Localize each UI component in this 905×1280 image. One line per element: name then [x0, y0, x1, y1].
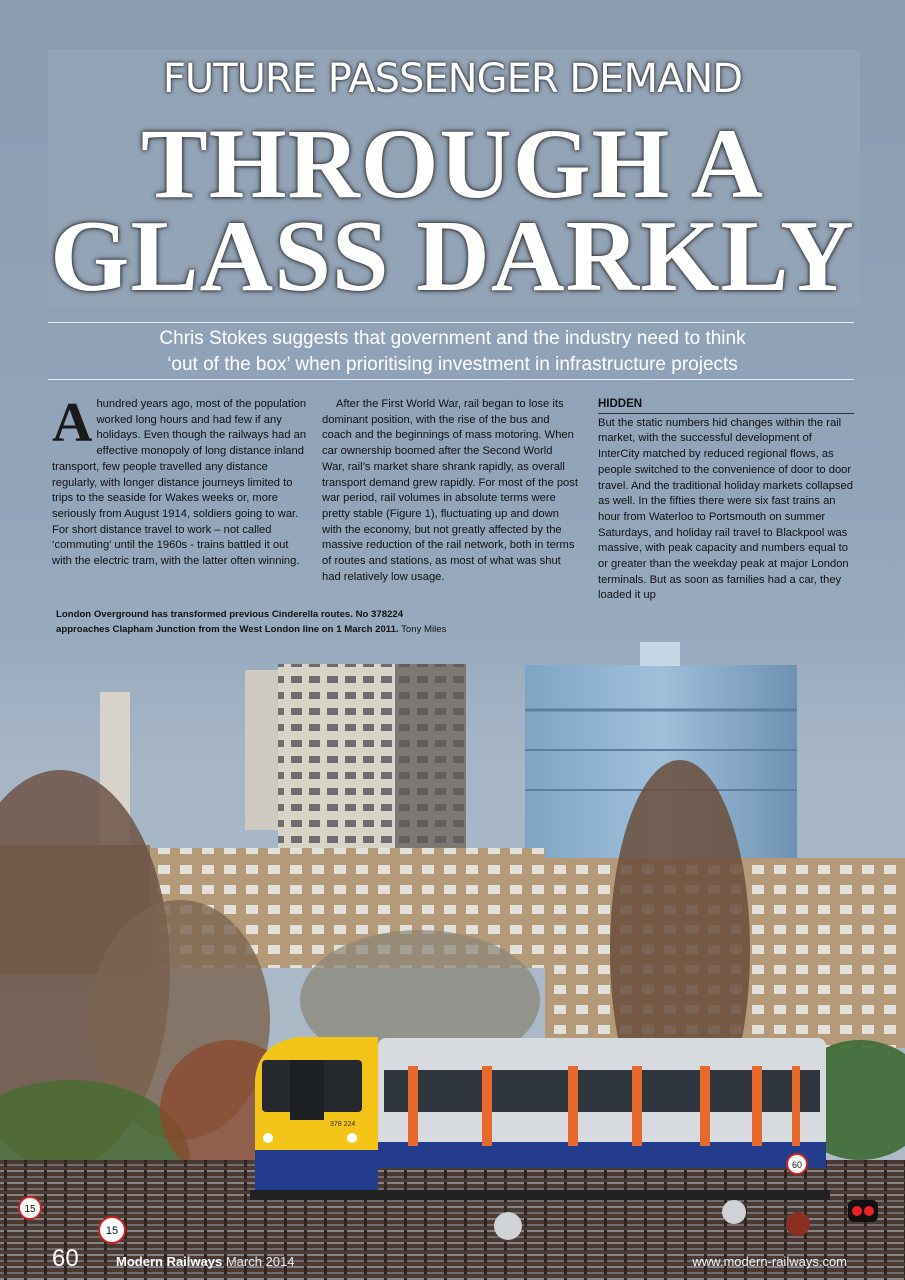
- bottom-rule: [48, 379, 854, 380]
- signal-light: [848, 1200, 878, 1222]
- magazine-name: [116, 1254, 294, 1269]
- caption-line-1: London Overground has transformed previous Cinderella routes. No 378224: [56, 609, 404, 620]
- subhead-hidden: HIDDEN: [598, 397, 854, 414]
- standfirst-line-2: ‘out of the box’ when prioritising investment in infrastructure projects: [167, 354, 738, 375]
- photo-credit: Tony Miles: [401, 624, 447, 635]
- svg-text:15: 15: [105, 1225, 119, 1237]
- drop-cap: A: [52, 392, 93, 454]
- train-number: 378 224: [330, 1121, 356, 1128]
- photo-caption: [56, 607, 476, 637]
- column-3-text: But the static numbers hid changes within the rail market, with the successful development of InterCity matched by reduced regional flows, as people switched to the convenience of door to door travel. And the traditional holiday markets collapsed as well. In the fifties there were six fast trains an hour from Waterloo to Portsmouth on summer Saturdays, and holiday rail travel to Blackpool was massive, with peak capacity and numbers equal to or greater than the weekday peak at major London terminals. But as soon as families had a car, they loaded it up: [598, 416, 853, 602]
- headline-line-1: THROUGH A: [141, 108, 764, 219]
- column-1: [52, 392, 308, 570]
- headline-line-2: GLASS DARKLY: [50, 200, 855, 313]
- standfirst: [0, 326, 905, 378]
- standfirst-line-1: Chris Stokes suggests that government and the industry need to think: [159, 328, 746, 349]
- website-link[interactable]: www.modern-railways.com: [692, 1254, 847, 1269]
- speed-sign-2: [99, 1217, 125, 1243]
- column-3: [598, 397, 854, 604]
- page-number: 60: [52, 1245, 79, 1272]
- train-photo: [0, 640, 905, 1280]
- top-rule: [48, 322, 854, 323]
- magazine-title: Modern Railways: [116, 1254, 223, 1269]
- svg-text:15: 15: [24, 1204, 36, 1215]
- kicker-title: FUTURE PASSENGER DEMAND: [162, 56, 743, 102]
- svg-text:60: 60: [791, 1160, 803, 1170]
- column-1-text: hundred years ago, most of the population worked long hours and had few if any holidays. Even though the railways had an effective monopoly of long distance inland transport, few people travelled any distance regularly, with longer distance journeys limited to trips to the seaside for Wakes weeks or, more seriously from August 1914, soldiers going to war. For short distance travel to work – not called ‘commuting’ until the 1960s - trains battled it out with the electric tram, with the latter often winning.: [52, 398, 307, 568]
- speed-sign-3: [787, 1154, 807, 1174]
- column-2: [322, 397, 578, 585]
- caption-line-2: approaches Clapham Junction from the West London line on 1 March 2011.: [56, 624, 399, 635]
- issue-date: March 2014: [225, 1254, 295, 1269]
- column-2-text: After the First World War, rail began to lose its dominant position, with the rise of the bus and coach and the beginnings of mass motoring. When car ownership boomed after the Second World War, rail’s market share shrank rapidly, as overall transport demand grew rapidly. For most of the post war period, rail volumes in absolute terms were pretty stable (Figure 1), fluctuating up and down with the economy, but not greatly affected by the massive reduction of the rail network, both in terms of routes and stations, as most of what was shut had relatively low usage.: [322, 398, 578, 583]
- chimney-centre: [245, 670, 279, 830]
- speed-sign-1: [19, 1197, 41, 1219]
